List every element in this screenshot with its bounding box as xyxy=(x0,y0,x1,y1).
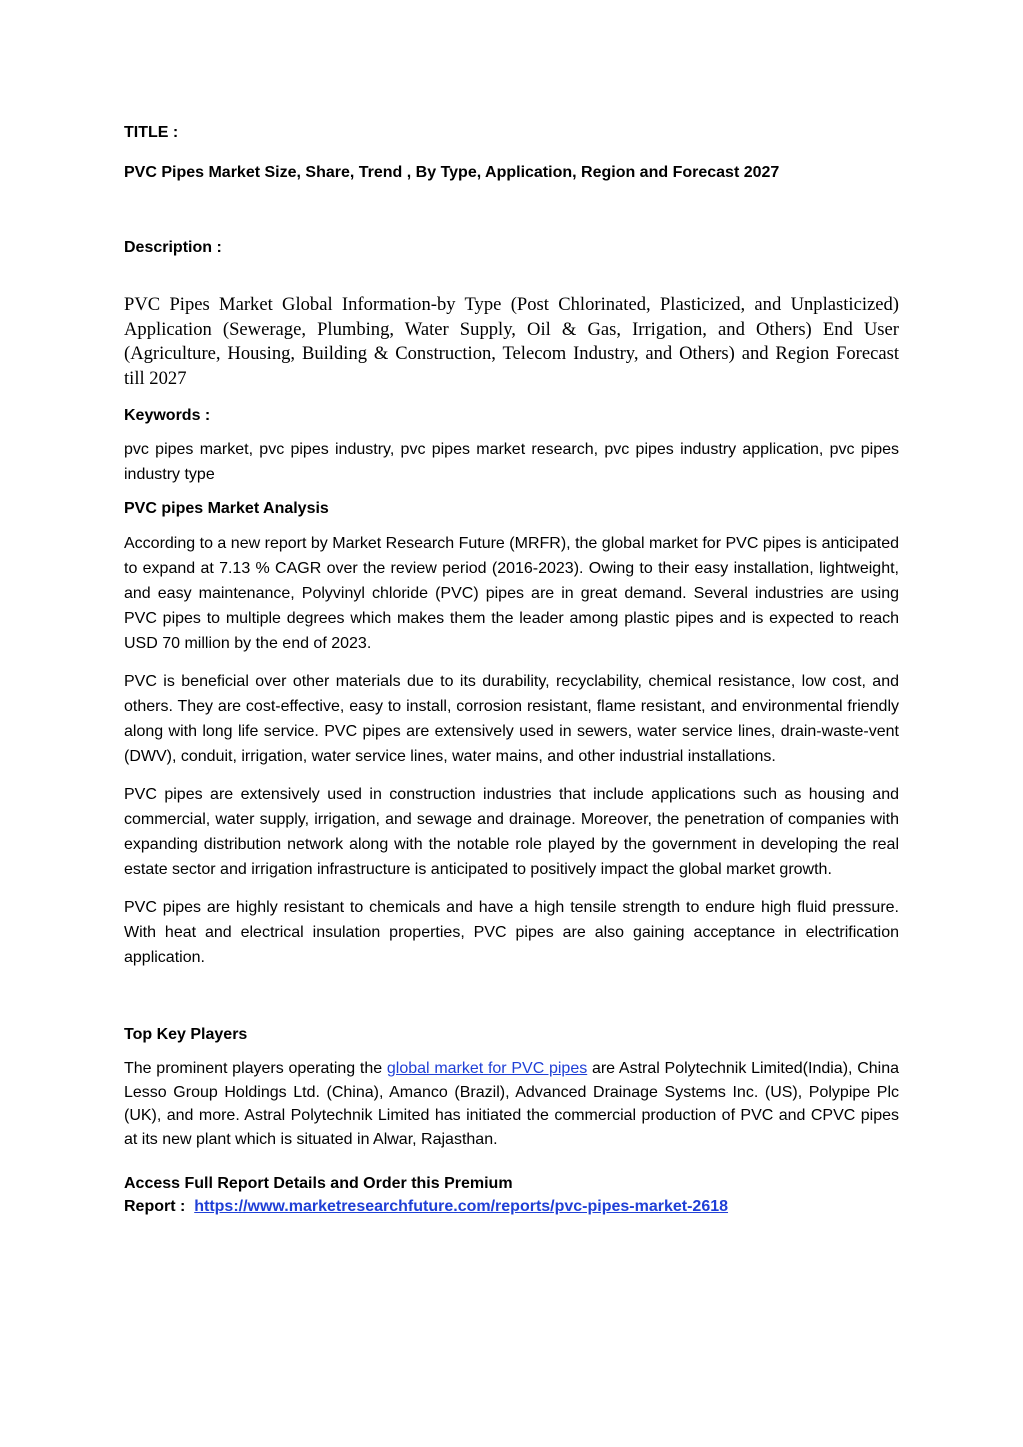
report-link-line xyxy=(124,1195,899,1218)
analysis-paragraph: PVC is beneficial over other materials due to its durability, recyclability, chemical resistance, low cost, and others. They are cost-effective, easy to install, corrosion resistant, flame resistant, and environmental friendly along with long life service. PVC pipes are extensively used in sewers, water service lines, drain-waste-vent (DWV), conduit, irrigation, water service lines, water mains, and other industrial installations. xyxy=(124,673,899,765)
title-label: TITLE : xyxy=(124,124,179,141)
report-url-link[interactable]: https://www.marketresearchfuture.com/reports/pvc-pipes-market-2618 xyxy=(194,1198,729,1215)
players-text-before: The prominent players operating the xyxy=(124,1060,387,1077)
players-paragraph xyxy=(124,1057,899,1151)
analysis-heading: PVC pipes Market Analysis xyxy=(124,500,329,517)
global-market-link[interactable]: global market for PVC pipes xyxy=(386,1060,588,1077)
analysis-paragraph: PVC pipes are highly resistant to chemicals and have a high tensile strength to endure high fluid pressure. With heat and electrical insulation properties, PVC pipes are also gaining acceptance in electrification application. xyxy=(124,899,899,966)
access-report-line: Access Full Report Details and Order this Premium xyxy=(124,1175,513,1192)
document-page xyxy=(124,124,899,1218)
description-text: PVC Pipes Market Global Information-by Type (Post Chlorinated, Plasticized, and Unplasticized) Application (Sewerage, Plumbing, Water Supply, Oil & Gas, Irrigation, and Others) End User (Agriculture, Housing, Building & Construction, Telecom Industry, and Others) and Region Forecast till 2027 xyxy=(124,294,899,389)
section-spacer xyxy=(124,983,899,1026)
access-report-block xyxy=(124,1172,899,1218)
description-label: Description : xyxy=(124,239,222,256)
analysis-paragraph: PVC pipes are extensively used in construction industries that include applications such as housing and commercial, water supply, irrigation, and sewage and drainage. Moreover, the penetration of companies with expanding distribution network along with the notable role played by the government in developing the real estate sector and irrigation infrastructure is anticipated to positively impact the global market growth. xyxy=(124,786,899,878)
players-text-after: are Astral Polytechnik Limited(India), China Lesso Group Holdings Ltd. (China), Amanco (Brazil), Advanced Drainage Systems Inc. (US), Polypipe Plc (UK), and more. Astral Polytechnik Limited has initiated the commercial production of PVC and CPVC pipes at its new plant which is situated in Alwar, Rajasthan. xyxy=(124,1060,899,1148)
report-prefix: Report : xyxy=(124,1198,195,1215)
document-title: PVC Pipes Market Size, Share, Trend , By Type, Application, Region and Forecast 2027 xyxy=(124,164,780,181)
keywords-text: pvc pipes market, pvc pipes industry, pvc pipes market research, pvc pipes industry application, pvc pipes industry type xyxy=(124,441,899,483)
keywords-label: Keywords : xyxy=(124,407,211,424)
players-heading: Top Key Players xyxy=(124,1026,248,1043)
analysis-paragraph: According to a new report by Market Research Future (MRFR), the global market for PVC pipes is anticipated to expand at 7.13 % CAGR over the review period (2016-2023). Owing to their easy installation, lightweight, and easy maintenance, Polyvinyl chloride (PVC) pipes are in great demand. Several industries are using PVC pipes to multiple degrees which makes them the leader among plastic pipes and is expected to reach USD 70 million by the end of 2023. xyxy=(124,535,899,652)
